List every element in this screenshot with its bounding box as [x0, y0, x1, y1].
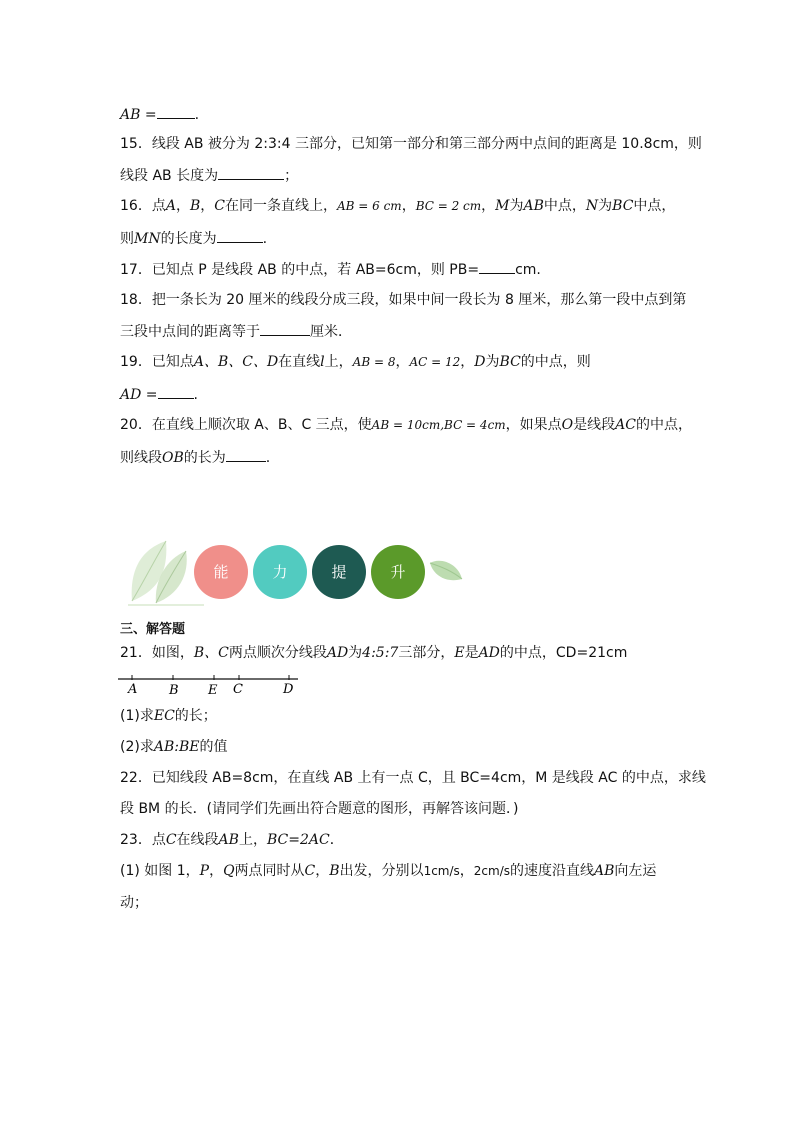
q23-sub1-line2: 动；: [120, 895, 148, 911]
banner-circle-2: 力: [253, 545, 307, 599]
answer-blank: [158, 384, 194, 399]
q23-sub1-line1: (1) 如图 1，P，Q两点同时从C，B出发，分别以1cm/s，2cm/s的速度沿直线AB向左运: [120, 863, 657, 879]
q21-line1: 21．如图，B、C两点顺次分线段AD为4:5:7三部分，E是AD的中点，CD=21cm: [120, 645, 628, 661]
answer-blank: [218, 165, 284, 180]
q14-tail-line: AB = .: [120, 104, 199, 125]
small-leaf-icon: [428, 557, 464, 587]
q21-sub2: (2)求AB:BE的值: [120, 739, 228, 755]
q22-line1: 22．已知线段 AB=8cm，在直线 AB 上有一点 C，且 BC=4cm，M 是线段 AC 的中点，求线: [120, 770, 706, 786]
q16-line2: 则MN的长度为 .: [120, 228, 267, 249]
section-title: 三、解答题: [120, 622, 186, 637]
q18-line2: 三段中点间的距离等于 厘米．: [120, 321, 352, 342]
q19-line1: 19．已知点A、B、C、D在直线l上，AB = 8，AC = 12，D为BC的中点，则: [120, 354, 591, 370]
point-label-e: E: [208, 683, 218, 698]
banner-circle-3: 提: [312, 545, 366, 599]
q19-line2: AD = .: [120, 384, 198, 405]
banner-circle-1: 能: [194, 545, 248, 599]
answer-blank: [260, 321, 310, 336]
q14-ab-label: AB =: [120, 107, 157, 123]
q18-line1: 18．把一条长为 20 厘米的线段分成三段，如果中间一段长为 8 厘米，那么第一段中点到第: [120, 292, 687, 308]
q15-line1: 15．线段 AB 被分为 2:3:4 三部分，已知第一部分和第三部分两中点间的距离是 10.8cm，则: [120, 136, 702, 152]
answer-blank: [217, 228, 263, 243]
q20-line2: 则线段OB的长为 .: [120, 447, 270, 468]
point-label-a: A: [128, 682, 138, 697]
q22-line2: 段 BM 的长．(请同学们先画出符合题意的图形，再解答该问题．): [120, 801, 519, 817]
answer-blank: [226, 447, 266, 462]
q16-line1: 16．点A，B，C在同一条直线上，AB = 6 cm，BC = 2 cm，M为AB中点，N为BC中点，: [120, 198, 676, 214]
banner-circle-4: 升: [371, 545, 425, 599]
q23-line1: 23．点C在线段AB上，BC=2AC．: [120, 832, 344, 848]
section-banner: [126, 537, 466, 607]
point-label-b: B: [169, 683, 179, 698]
point-label-d: D: [283, 682, 294, 697]
q20-line1: 20．在直线上顺次取 A、B、C 三点，使AB = 10cm,BC = 4cm，如果点O是线段AC的中点，: [120, 417, 692, 433]
q21-segment-figure: [118, 672, 303, 698]
answer-blank: [157, 104, 195, 119]
point-label-c: C: [233, 682, 243, 697]
answer-blank: [479, 259, 515, 274]
q15-line2: 线段 AB 长度为 ；: [120, 165, 298, 186]
q21-sub1: (1)求EC的长；: [120, 708, 217, 724]
q17-line: 17．已知点 P 是线段 AB 的中点，若 AB=6cm，则 PB= cm.: [120, 259, 541, 280]
